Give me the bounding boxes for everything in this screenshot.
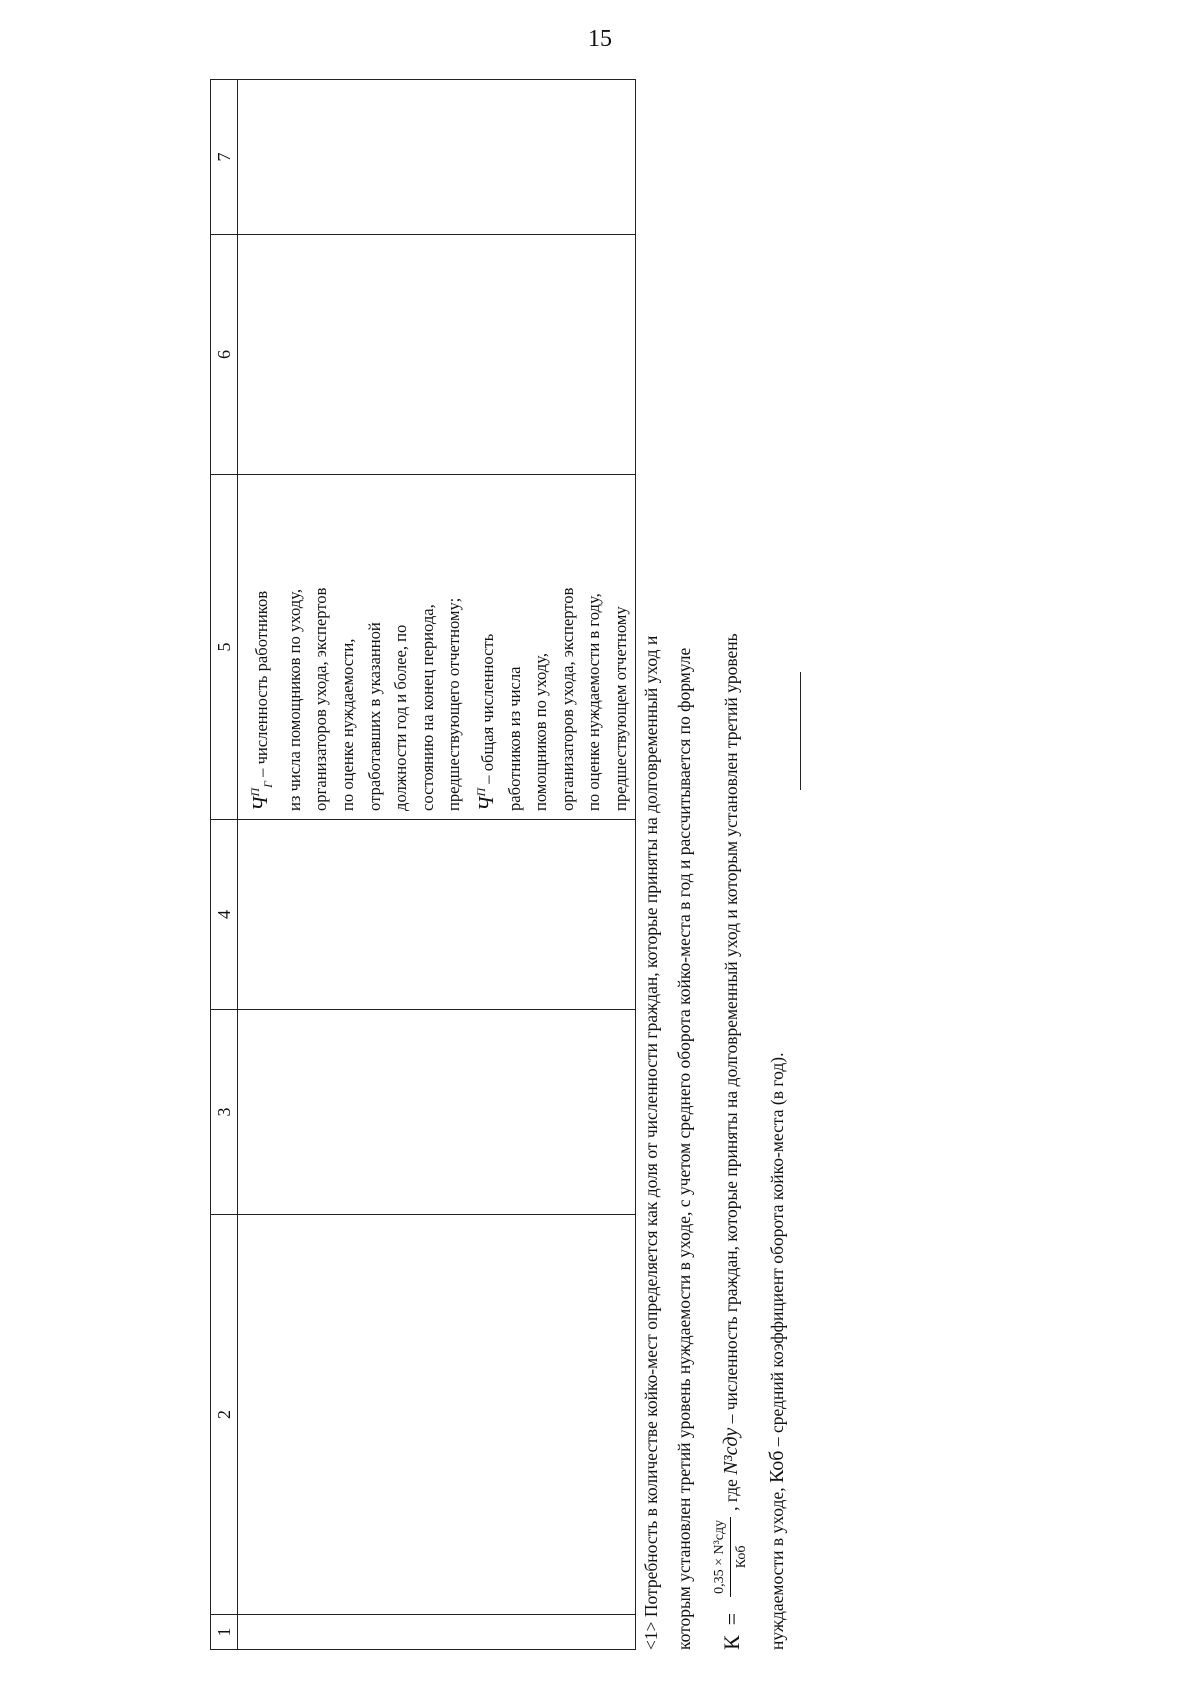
table-cell: [238, 1215, 636, 1615]
table-cell: [238, 235, 636, 475]
definition-line: должности год и более, по: [391, 624, 411, 811]
definition-line: предшествующем отчетному: [610, 606, 630, 811]
definition-line: состоянию на конец периода,: [417, 604, 437, 811]
definition-line: помощников по уходу,: [531, 652, 551, 811]
data-table: [210, 79, 636, 1650]
definition-line: по оценке нуждаемости,: [337, 638, 357, 811]
formula-line: [701, 80, 761, 1650]
footnote-line: нуждаемости в уходе, Коб – средний коэффициент оборота койко-места (в год).: [766, 1052, 788, 1650]
formula-n-symbol: N³сду: [719, 1427, 742, 1475]
table-header-row: [211, 80, 238, 1650]
separator-line: [800, 672, 801, 790]
footnote-line: <1> Потребность в количестве койко-мест определяется как доля от численности граждан, которые приняты на долговременный уход и: [641, 635, 661, 1650]
footnote: [635, 80, 794, 1650]
footnote-line: которым установлен третий уровень нуждаемости в уходе, с учетом среднего оборота койко-места в год и рассчитывается по формуле: [674, 647, 694, 1650]
column5-cell: [238, 475, 636, 820]
table-cell: [238, 1615, 636, 1650]
formula-lhs: К: [718, 1635, 744, 1650]
fraction-numerator: 0,35 × N³сду: [712, 1517, 731, 1597]
table-row: [238, 80, 636, 1650]
fraction-denominator: Коб: [734, 1545, 749, 1569]
landscape-content: [210, 80, 850, 1650]
column-header: 3: [211, 1010, 238, 1215]
definition-line: $Ч^П_Г$ – численность работников: [248, 590, 276, 811]
definition-line: отработавших в указанной: [364, 622, 384, 811]
column-header: 6: [211, 235, 238, 475]
table-cell: [238, 80, 636, 235]
k-symbol: Коб: [766, 1450, 788, 1484]
variable-symbol: $Ч^П$: [473, 787, 498, 811]
definition-line: организаторов ухода, экспертов: [557, 587, 577, 811]
column-header: 5: [211, 475, 238, 820]
table-cell: [238, 1010, 636, 1215]
definition-line: предшествующего отчетному;: [444, 597, 464, 811]
column-header: 7: [211, 80, 238, 235]
variable-symbol: $Ч^П_Г$: [248, 781, 276, 811]
definition-line: организаторов ухода, экспертов: [311, 587, 331, 811]
column-header: 4: [211, 820, 238, 1010]
formula-n-description: – численность граждан, которые приняты на долговременный уход и которым установлен третий уровень: [720, 633, 741, 1424]
definition-line: $Ч^П$ – общая численность: [473, 633, 498, 811]
definition-line: работников из числа: [504, 666, 524, 811]
definition-line: из числа помощников по уходу,: [284, 589, 304, 811]
formula-where: , где: [720, 1479, 741, 1511]
page-number: 15: [588, 26, 612, 52]
definition-line: по оценке нуждаемости в году,: [584, 593, 604, 811]
column-header: 2: [211, 1215, 238, 1615]
formula-fraction: [712, 1517, 750, 1597]
column-header: 1: [211, 1615, 238, 1650]
formula-equals: =: [718, 1612, 744, 1626]
table-cell: [238, 820, 636, 1010]
